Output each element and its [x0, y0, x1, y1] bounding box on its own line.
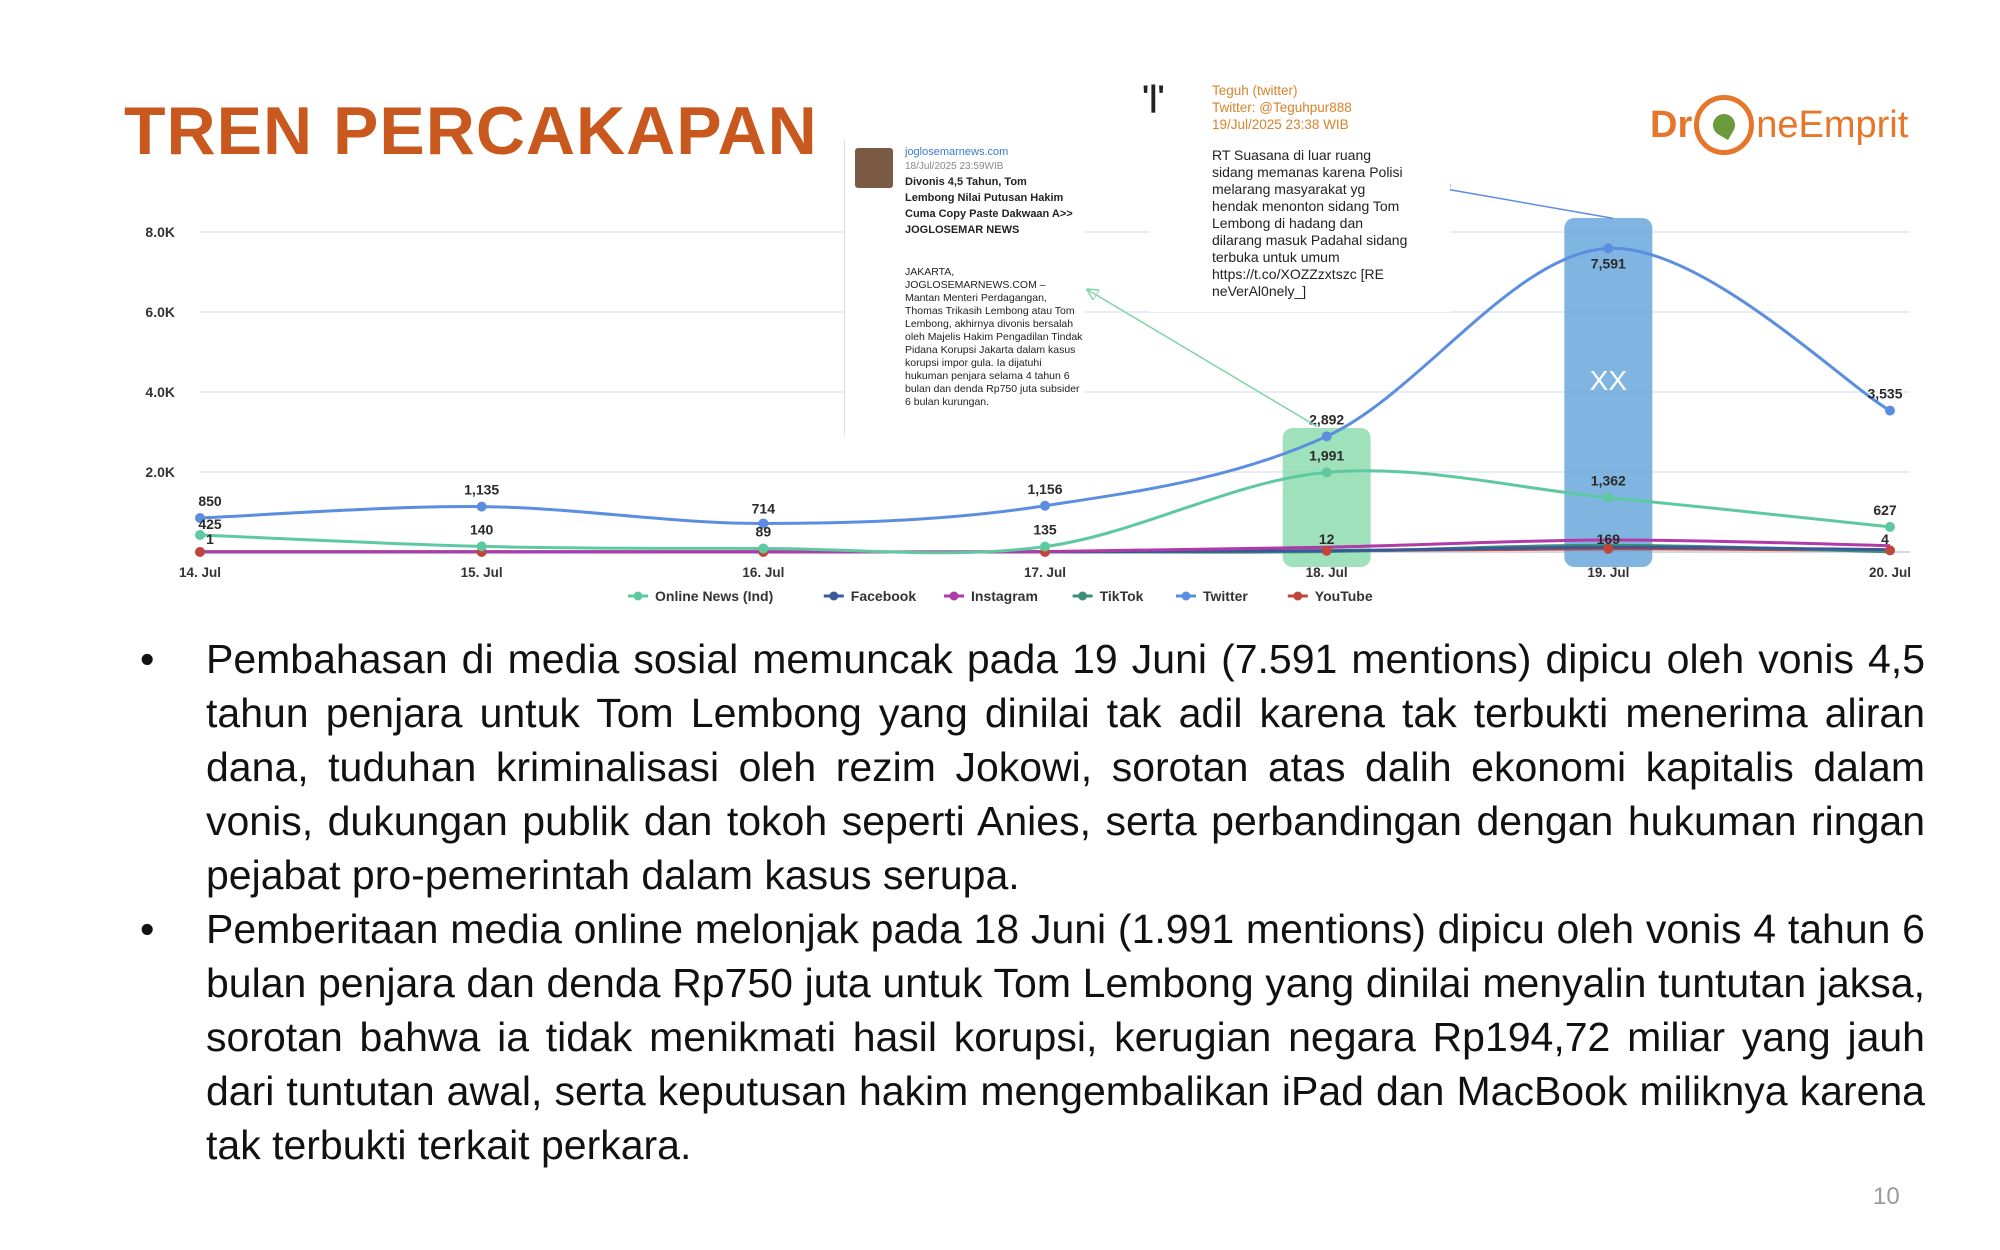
- data-point: [477, 502, 487, 512]
- summary-bullets: [140, 632, 1925, 1172]
- x-tick-label: 17. Jul: [1023, 565, 1067, 580]
- chart-x-axis: [179, 565, 1911, 580]
- page-number: 10: [1873, 1183, 1900, 1210]
- data-label: 2,892: [1309, 411, 1345, 428]
- chart-legend: [628, 588, 1373, 604]
- legend-label: Instagram: [971, 588, 1038, 604]
- data-label: 714: [751, 500, 776, 517]
- chart-y-axis: [145, 224, 175, 480]
- legend-marker: [1078, 592, 1087, 601]
- legend-label: Twitter: [1203, 588, 1248, 604]
- data-label: 4: [1881, 531, 1889, 547]
- data-label: 1: [206, 531, 214, 547]
- legend-marker: [1293, 592, 1302, 601]
- tweet-avatar-icon: '|': [1142, 80, 1165, 113]
- legend-marker: [634, 592, 643, 601]
- data-label: 7,591: [1590, 255, 1626, 272]
- data-point: [477, 541, 487, 551]
- bullet-item: • Pembahasan di media sosial memuncak pada 19 Juni (7.591 mentions) dipicu oleh vonis 4,5 tahun penjara untuk Tom Lembong yang dinilai tak adil karena tak terbukti menerima aliran dana, tuduhan kriminalisasi oleh rezim Jokowi, sorotan atas dalih ekonomi kapitalis dalam vonis, dukungan publik dan tokoh seperti Anies, serta perbandingan dengan hukuman ringan pejabat pro-pemerintah dalam kasus serupa.: [140, 632, 1925, 902]
- news-annotation-card: [845, 140, 1085, 435]
- legend-label: YouTube: [1314, 588, 1373, 604]
- data-label: 3,535: [1867, 385, 1903, 402]
- highlight-label: XX: [1589, 365, 1628, 396]
- tweet-annotation-card: [1142, 80, 1450, 312]
- news-body: JAKARTA, JOGLOSEMARNEWS.COM – Mantan Menteri Perdagangan, Thomas Trikasih Lembong atau Tom Lembong, akhirnya divonis bersalah oleh Majelis Hakim Pengadilan Tindak Pidana Korupsi Jakarta dalam kasus korupsi impor gula. Ia dijatuhi hukuman penjara selama 4 tahun 6 bulan dan denda Rp750 juta subsider 6 bulan kurungan.: [905, 266, 1083, 408]
- x-tick-label: 16. Jul: [742, 565, 785, 580]
- data-label: 135: [1033, 521, 1057, 538]
- slide-title: TREN PERCAKAPAN: [124, 93, 818, 169]
- news-date: 18/Jul/2025 23:59WIB: [905, 161, 1004, 172]
- data-label: 169: [1596, 531, 1621, 547]
- data-point: [1885, 406, 1895, 416]
- legend-marker: [1182, 592, 1191, 601]
- y-tick-label: 6.0K: [145, 304, 175, 320]
- data-label: 12: [1318, 531, 1335, 547]
- data-label: 1,135: [464, 481, 500, 498]
- data-point: [195, 547, 205, 557]
- data-point: [758, 543, 768, 553]
- data-point: [1603, 243, 1613, 253]
- data-point: [1603, 493, 1613, 503]
- x-tick-label: 18. Jul: [1305, 565, 1348, 580]
- tweet-author: Teguh (twitter): [1212, 83, 1298, 98]
- logo-text-part1: Dr: [1650, 103, 1693, 146]
- data-point: [1322, 546, 1332, 556]
- bullet-item: • Pemberitaan media online melonjak pada 18 Juni (1.991 mentions) dipicu oleh vonis 4 tahun 6 bulan penjara dan denda Rp750 juta untuk Tom Lembong yang dinilai menyalin tuntutan jaksa, sorotan bahwa ia tidak menikmati hasil korupsi, kerugian negara Rp194,72 miliar yang jauh dari tuntutan awal, serta keputusan hakim mengembalikan iPad dan MacBook miliknya karena tak terbukti terkait perkara.: [140, 902, 1925, 1172]
- legend-marker: [950, 592, 959, 601]
- data-point: [1322, 467, 1332, 477]
- data-label: 1,156: [1027, 480, 1063, 497]
- tweet-text: RT Suasana di luar ruang sidang memanas karena Polisi melarang masyarakat yg hendak menonton sidang Tom Lembong di hadang dan dilarang masuk Padahal sidang terbuka untuk umum https://t.co/XOZZzxtszc [RE neVerAl0nely_]: [1212, 147, 1408, 299]
- data-label: 627: [1873, 501, 1897, 518]
- x-tick-label: 14. Jul: [178, 565, 222, 580]
- tweet-handle: Twitter: @Teguhpur888: [1212, 100, 1352, 115]
- legend-label: Online News (Ind): [655, 588, 774, 604]
- news-thumbnail: [855, 148, 893, 188]
- legend-label: TikTok: [1099, 588, 1144, 604]
- data-label: 850: [198, 493, 222, 509]
- tweet-date: 19/Jul/2025 23:38 WIB: [1212, 117, 1349, 132]
- y-tick-label: 4.0K: [145, 384, 175, 400]
- news-source: joglosemarnews.com: [905, 146, 1009, 158]
- legend-marker: [829, 592, 838, 601]
- news-headline: Divonis 4,5 Tahun, Tom Lembong Nilai Putusan Hakim Cuma Copy Paste Dakwaan A>> JOGLOSEMAR NEWS: [905, 176, 1073, 236]
- y-tick-label: 2.0K: [145, 464, 175, 480]
- tweet-annotation-arrow: [1440, 188, 1613, 218]
- legend-label: Facebook: [850, 588, 917, 604]
- data-label: 140: [469, 521, 494, 538]
- data-label: 1,362: [1590, 472, 1626, 489]
- data-label: 1,991: [1309, 447, 1345, 464]
- x-tick-label: 20. Jul: [1868, 565, 1912, 580]
- data-label: 425: [198, 516, 222, 532]
- data-point: [1322, 431, 1332, 441]
- data-label: 89: [755, 523, 772, 540]
- data-point: [1040, 501, 1050, 511]
- data-point: [1040, 542, 1050, 552]
- x-tick-label: 19. Jul: [1587, 565, 1630, 580]
- logo-text-part2: neEmprit: [1756, 103, 1909, 146]
- y-tick-label: 8.0K: [145, 224, 175, 240]
- x-tick-label: 15. Jul: [460, 565, 503, 580]
